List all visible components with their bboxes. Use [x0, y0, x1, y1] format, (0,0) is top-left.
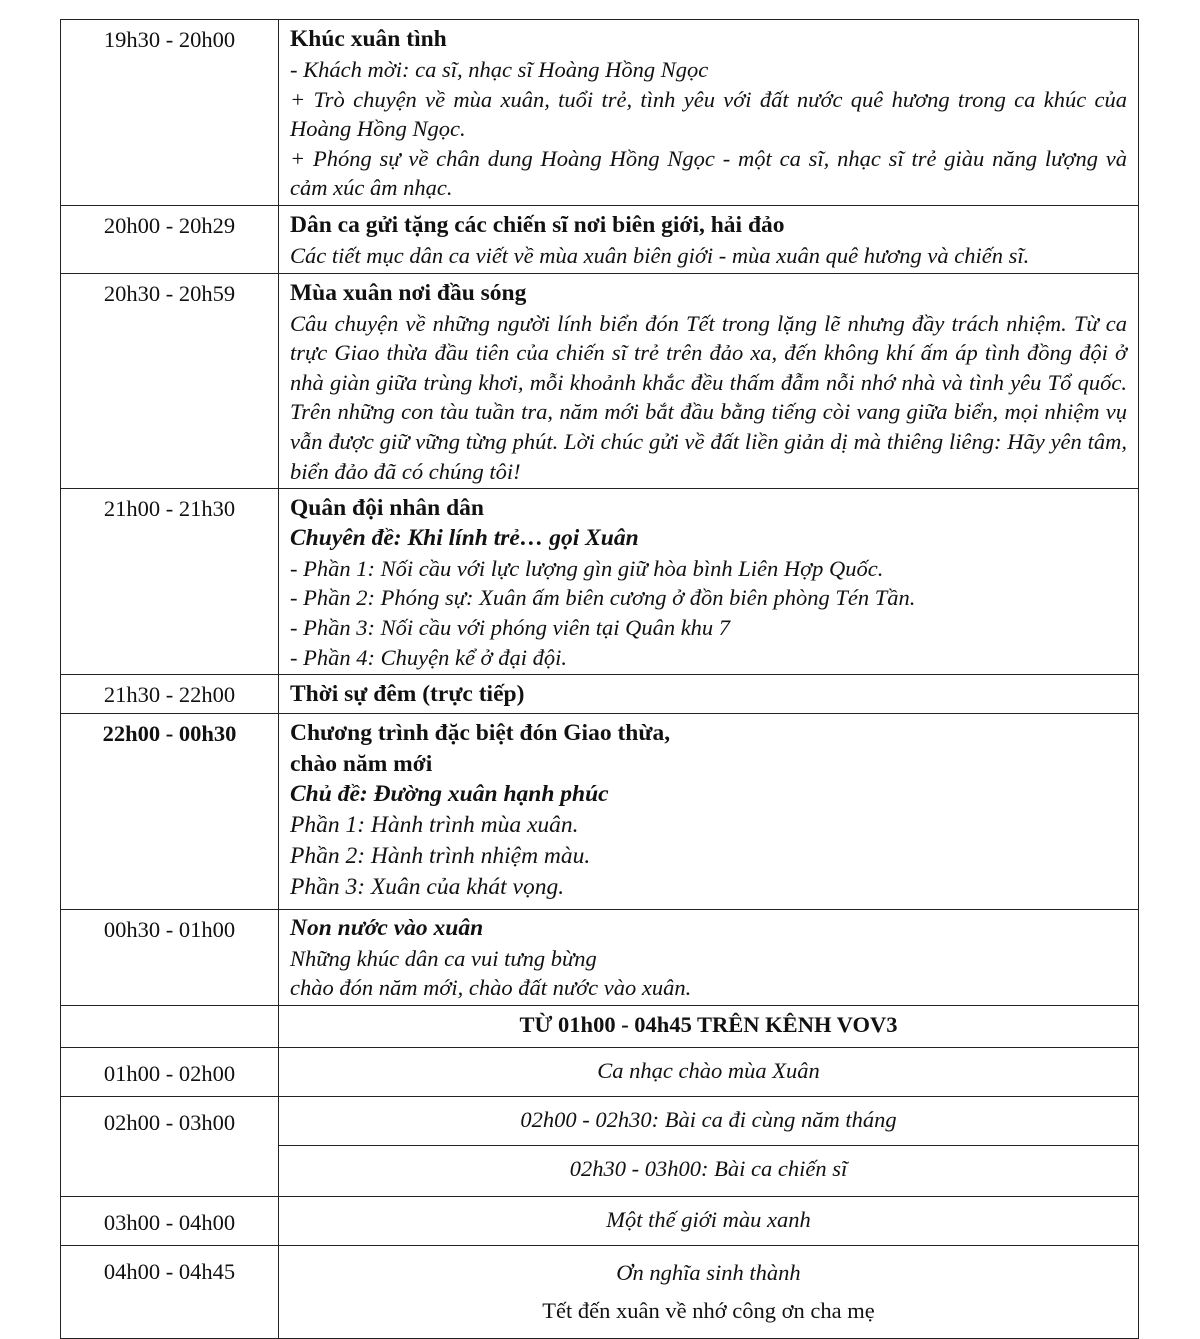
- time-slot: 01h00 - 02h00: [61, 1047, 279, 1096]
- program-detail: chào đón năm mới, chào đất nước vào xuân.: [290, 975, 692, 1001]
- table-row: [61, 1047, 1139, 1096]
- program-detail: Câu chuyện về những người lính biển đón Tết trong lặng lẽ nhưng đầy trách nhiệm. Từ ca trực Giao thừa đầu tiên của chiến sĩ trẻ trên đảo xa, đến không khí ấm áp tình đồng đội ở nhà giàn giữa trùng khơi, mỗi khoảnh khắc đều thấm đẫm nỗi nhớ nhà và tình yêu Tổ quốc. Trên những con tàu tuần tra, năm mới bắt đầu bằng tiếng còi vang giữa biển, mọi nhiệm vụ vẫn được giữ vững từng phút. Lời chúc gửi về đất liền giản dị mà thiêng liêng: Hãy yên tâm, biển đảo đã có chúng tôi!: [290, 310, 1127, 484]
- program-title: Chương trình đặc biệt đón Giao thừa,: [290, 720, 671, 747]
- time-slot: 22h00 - 00h30: [61, 714, 279, 910]
- time-slot: 04h00 - 04h45: [61, 1245, 279, 1338]
- program-detail: + Trò chuyện về mùa xuân, tuổi trẻ, tình yêu với đất nước quê hương trong ca khúc của Hoàng Hồng Ngọc.: [290, 86, 1127, 142]
- program-title: Khúc xuân tình: [290, 26, 447, 52]
- program-subtitle: Chủ đề: Đường xuân hạnh phúc: [290, 781, 609, 808]
- program-detail: - Phần 4: Chuyện kể ở đại đội.: [290, 644, 567, 670]
- program-detail: - Phần 3: Nối cầu với phóng viên tại Quân khu 7: [290, 614, 731, 640]
- program-title: Thời sự đêm (trực tiếp): [290, 681, 525, 708]
- program-detail: Phần 3: Xuân của khát vọng.: [290, 873, 565, 900]
- program-cell: [279, 675, 1139, 714]
- program-cell: Một thế giới màu xanh: [279, 1196, 1139, 1245]
- time-slot: 03h00 - 04h00: [61, 1196, 279, 1245]
- program-detail: Những khúc dân ca vui tưng bừng: [290, 945, 597, 971]
- program-detail: Phần 1: Hành trình mùa xuân.: [290, 811, 579, 838]
- program-cell: [279, 273, 1139, 489]
- time-slot: 02h00 - 03h00: [61, 1096, 279, 1196]
- program-title: Ơn nghĩa sinh thành: [616, 1259, 801, 1285]
- program-detail: Các tiết mục dân ca viết về mùa xuân biên giới - mùa xuân quê hương và chiến sĩ.: [290, 242, 1030, 268]
- table-row: [61, 1005, 1139, 1047]
- table-row: [61, 675, 1139, 714]
- time-slot: 20h30 - 20h59: [61, 273, 279, 489]
- table-row: [61, 273, 1139, 489]
- program-cell: [279, 205, 1139, 273]
- program-subtitle: Chuyên đề: Khi lính trẻ… gọi Xuân: [290, 525, 639, 552]
- time-slot: 21h00 - 21h30: [61, 489, 279, 675]
- program-title: Mùa xuân nơi đầu sóng: [290, 279, 527, 306]
- table-row: [61, 1245, 1139, 1338]
- program-cell: [279, 489, 1139, 675]
- program-cell: Ca nhạc chào mùa Xuân: [279, 1047, 1139, 1096]
- schedule-table: [60, 19, 1139, 1339]
- time-slot: 19h30 - 20h00: [61, 20, 279, 206]
- table-row: [61, 910, 1139, 1006]
- time-slot: 00h30 - 01h00: [61, 910, 279, 1006]
- program-cell: [279, 1245, 1139, 1338]
- program-title: Dân ca gửi tặng các chiến sĩ nơi biên giới, hải đảo: [290, 211, 785, 238]
- program-detail: - Phần 1: Nối cầu với lực lượng gìn giữ hòa bình Liên Hợp Quốc.: [290, 555, 884, 581]
- program-cell: 02h00 - 02h30: Bài ca đi cùng năm tháng: [279, 1096, 1139, 1145]
- program-cell: 02h30 - 03h00: Bài ca chiến sĩ: [279, 1145, 1139, 1196]
- program-title: chào năm mới: [290, 751, 433, 778]
- program-cell: [279, 910, 1139, 1006]
- table-row: [61, 20, 1139, 206]
- program-detail: Phần 2: Hành trình nhiệm màu.: [290, 842, 591, 869]
- program-cell: [279, 20, 1139, 206]
- table-row: [61, 1196, 1139, 1245]
- program-cell: [279, 714, 1139, 910]
- table-row: [61, 1096, 1139, 1145]
- program-detail: Tết đến xuân về nhớ công ơn cha mẹ: [542, 1297, 875, 1323]
- time-slot-empty: [61, 1005, 279, 1047]
- time-slot: 20h00 - 20h29: [61, 205, 279, 273]
- program-detail: + Phóng sự về chân dung Hoàng Hồng Ngọc - một ca sĩ, nhạc sĩ trẻ giàu năng lượng và cảm xúc âm nhạc.: [290, 145, 1127, 201]
- program-title: Quân đội nhân dân: [290, 495, 484, 522]
- program-detail: - Phần 2: Phóng sự: Xuân ấm biên cương ở đồn biên phòng Tén Tần.: [290, 585, 916, 611]
- table-row: [61, 714, 1139, 910]
- program-title: Non nước vào xuân: [290, 915, 484, 942]
- vov3-banner: TỪ 01h00 - 04h45 TRÊN KÊNH VOV3: [279, 1005, 1139, 1047]
- time-slot: 21h30 - 22h00: [61, 675, 279, 714]
- table-row: [61, 205, 1139, 273]
- program-detail: - Khách mời: ca sĩ, nhạc sĩ Hoàng Hồng Ngọc: [290, 57, 709, 82]
- table-row: [61, 489, 1139, 675]
